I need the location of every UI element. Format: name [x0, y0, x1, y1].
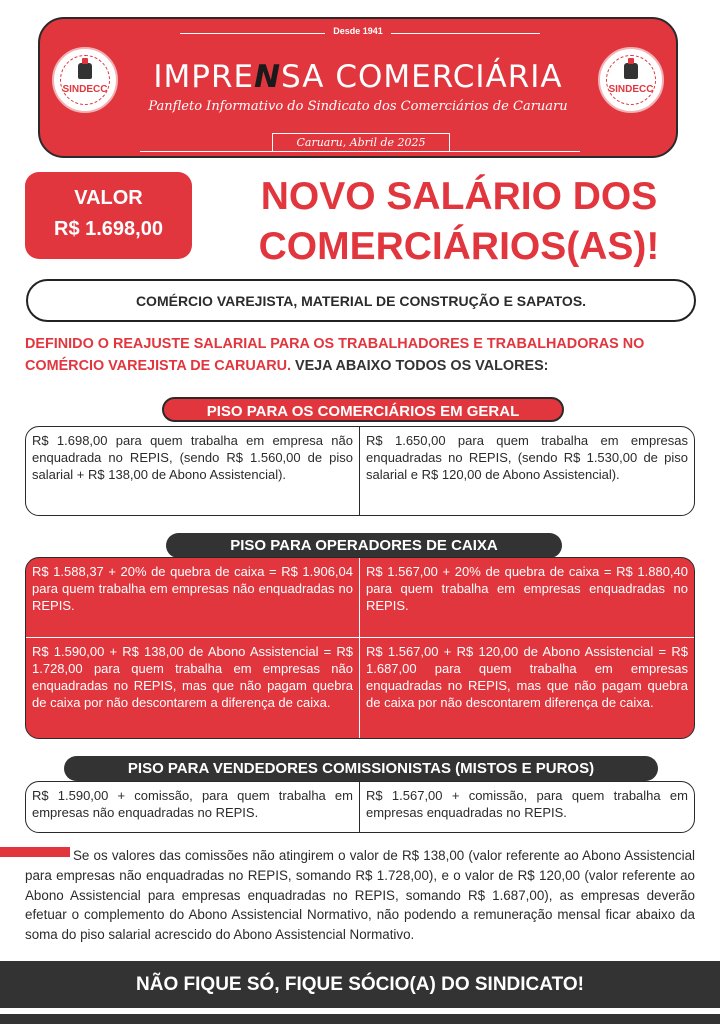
- title-part-2: SA COMERCIÁRIA: [281, 59, 563, 95]
- sector-pill: [26, 279, 696, 322]
- fist-icon: [624, 63, 638, 79]
- title-accent-letter: N: [254, 59, 282, 95]
- vendedores-enquadrada: R$ 1.567,00 + comissão, para quem trabalha em empresas enquadradas no REPIS.: [366, 788, 688, 820]
- newspaper-title: [40, 59, 676, 95]
- caixa-abono-enquadrada: R$ 1.567,00 + R$ 120,00 de Abono Assistencial = R$ 1.687,00 para quem trabalha em empresas enquadradas no REPIS, mas que não pagam quebra de caixa por não descontarem diferença de caixa.: [366, 644, 688, 710]
- section-title-vendedores: PISO PARA VENDEDORES COMISSIONISTAS (MISTOS E PUROS): [64, 756, 658, 781]
- headline-line-1: NOVO SALÁRIO DOS: [260, 175, 658, 218]
- masthead: [38, 17, 678, 158]
- intro-red-text: DEFINIDO O REAJUSTE SALARIAL PARA OS TRABALHADORES E TRABALHADORAS NO COMÉRCIO VAREJISTA DE CARUARU.: [25, 336, 645, 374]
- headline-line-2: COMERCIÁRIOS(AS)!: [258, 225, 660, 268]
- caixa-quebra-enquadrada: R$ 1.567,00 + 20% de quebra de caixa = R$ 1.880,40 para quem trabalha em empresas enquadradas no REPIS.: [360, 558, 694, 638]
- footer-rule: [0, 1014, 720, 1024]
- logo-name: SINDECC: [62, 84, 108, 95]
- issue-date: Caruaru, Abril de 2025: [272, 133, 450, 151]
- piso-geral-nao-enquadrada: R$ 1.698,00 para quem trabalha em empresa não enquadrada no REPIS, (sendo R$ 1.560,00 de piso salarial + R$ 138,00 de Abono Assistencial).: [26, 427, 360, 515]
- title-part-1: IMPRE: [153, 59, 255, 95]
- section-title-caixa: PISO PARA OPERADORES DE CAIXA: [166, 533, 562, 558]
- piso-caixa-table: [25, 557, 695, 739]
- logo-name: SINDECC: [608, 84, 654, 95]
- sector-text: COMÉRCIO VAREJISTA, MATERIAL DE CONSTRUÇÃO E SAPATOS.: [135, 293, 587, 309]
- section-title-geral: PISO PARA OS COMERCIÁRIOS EM GERAL: [162, 397, 564, 422]
- piso-vendedores-table: [25, 781, 695, 833]
- intro-paragraph: [25, 333, 715, 377]
- commission-note: Se os valores das comissões não atingirem o valor de R$ 138,00 (valor referente ao Abono Assistencial para empresas não enquadradas no REPIS, somando R$ 1.728,00), e o valor de R$ 120,00 (valor referente ao Abono Assistencial para empresas enquadradas no REPIS, somando R$ 1.687,00), as empresas deverão efetuar o complemento do Abono Assistencial Normativo, não podendo a remuneração mensal ficar abaixo da soma do piso salarial acrescido do Abono Assistencial Normativo.: [25, 848, 695, 943]
- valor-label: VALOR: [74, 187, 143, 209]
- since-label: [40, 26, 676, 36]
- piso-geral-enquadrada: R$ 1.650,00 para quem trabalha em empresas enquadradas no REPIS, (sendo R$ 1.530,00 de piso salarial e R$ 120,00 de Abono Assistencial).: [366, 433, 688, 482]
- footer-banner: NÃO FIQUE SÓ, FIQUE SÓCIO(A) DO SINDICATO!: [0, 961, 720, 1008]
- piso-geral-table: [25, 426, 695, 516]
- date-rule: [140, 151, 580, 152]
- valor-amount: R$ 1.698,00: [54, 218, 163, 240]
- caixa-quebra-nao-enquadrada: R$ 1.588,37 + 20% de quebra de caixa = R$ 1.906,04 para quem trabalha em empresas não enquadradas no REPIS.: [26, 558, 360, 638]
- intro-dark-text: VEJA ABAIXO TODOS OS VALORES:: [294, 358, 549, 374]
- headline: [204, 172, 714, 272]
- sindecc-logo-right: [598, 47, 664, 113]
- vendedores-nao-enquadrada: R$ 1.590,00 + comissão, para quem trabalha em empresas não enquadradas no REPIS.: [26, 782, 360, 832]
- since-text: Desde 1941: [325, 26, 391, 36]
- caixa-abono-nao-enquadrada: R$ 1.590,00 + R$ 138,00 de Abono Assistencial = R$ 1.728,00 para quem trabalha em empresas não enquadradas no REPIS, mas que não pagam quebra de caixa por não descontarem a diferença de caixa.: [26, 638, 360, 739]
- newspaper-subtitle: Panfleto Informativo do Sindicato dos Comerciários de Caruaru: [148, 99, 568, 114]
- valor-badge: [25, 172, 192, 259]
